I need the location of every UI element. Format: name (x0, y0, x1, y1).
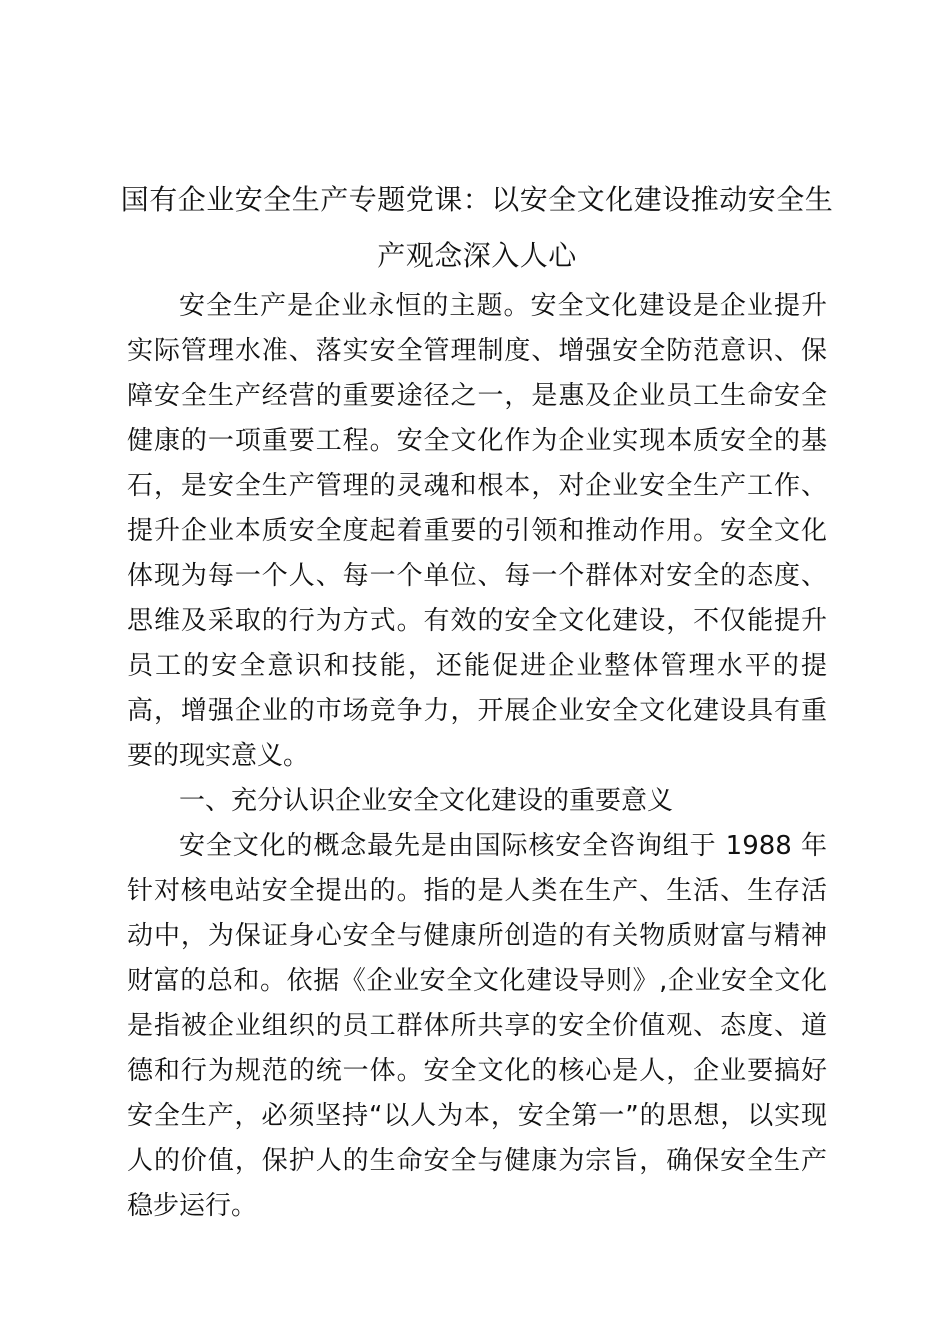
document-title: 国有企业安全生产专题党课：以安全文化建设推动安全生产观念深入人心 (120, 183, 834, 272)
document-body (120, 172, 834, 1229)
section-paragraph: 安全文化的概念最先是由国际核安全咨询组于 1988 年针对核电站安全提出的。指的是人类在生产、生活、生存活动中，为保证身心安全与健康所创造的有关物质财富与精神财富的总和。依据《企业安全文化建设导则》,企业安全文化是指被企业组织的员工群体所共享的安全价值观、态度、道德和行为规范的统一体。安全文化的核心是人，企业要搞好安全生产，必须坚持“以人为本，安全第一”的思想，以实现人的价值，保护人的生命安全与健康为宗旨，确保安全生产稳步运行。 (127, 831, 827, 1221)
intro-paragraph: 安全生产是企业永恒的主题。安全文化建设是企业提升实际管理水准、落实安全管理制度、增强安全防范意识、保障安全生产经营的重要途径之一，是惠及企业员工生命安全健康的一项重要工程。安全文化作为企业实现本质安全的基石，是安全生产管理的灵魂和根本，对企业安全生产工作、提升企业本质安全度起着重要的引领和推动作用。安全文化体现为每一个人、每一个单位、每一个群体对安全的态度、思维及采取的行为方式。有效的安全文化建设，不仅能提升员工的安全意识和技能，还能促进企业整体管理水平的提高，增强企业的市场竞争力，开展企业安全文化建设具有重要的现实意义。 (127, 291, 827, 771)
section-heading: 一、充分认识企业安全文化建设的重要意义 (179, 786, 674, 816)
